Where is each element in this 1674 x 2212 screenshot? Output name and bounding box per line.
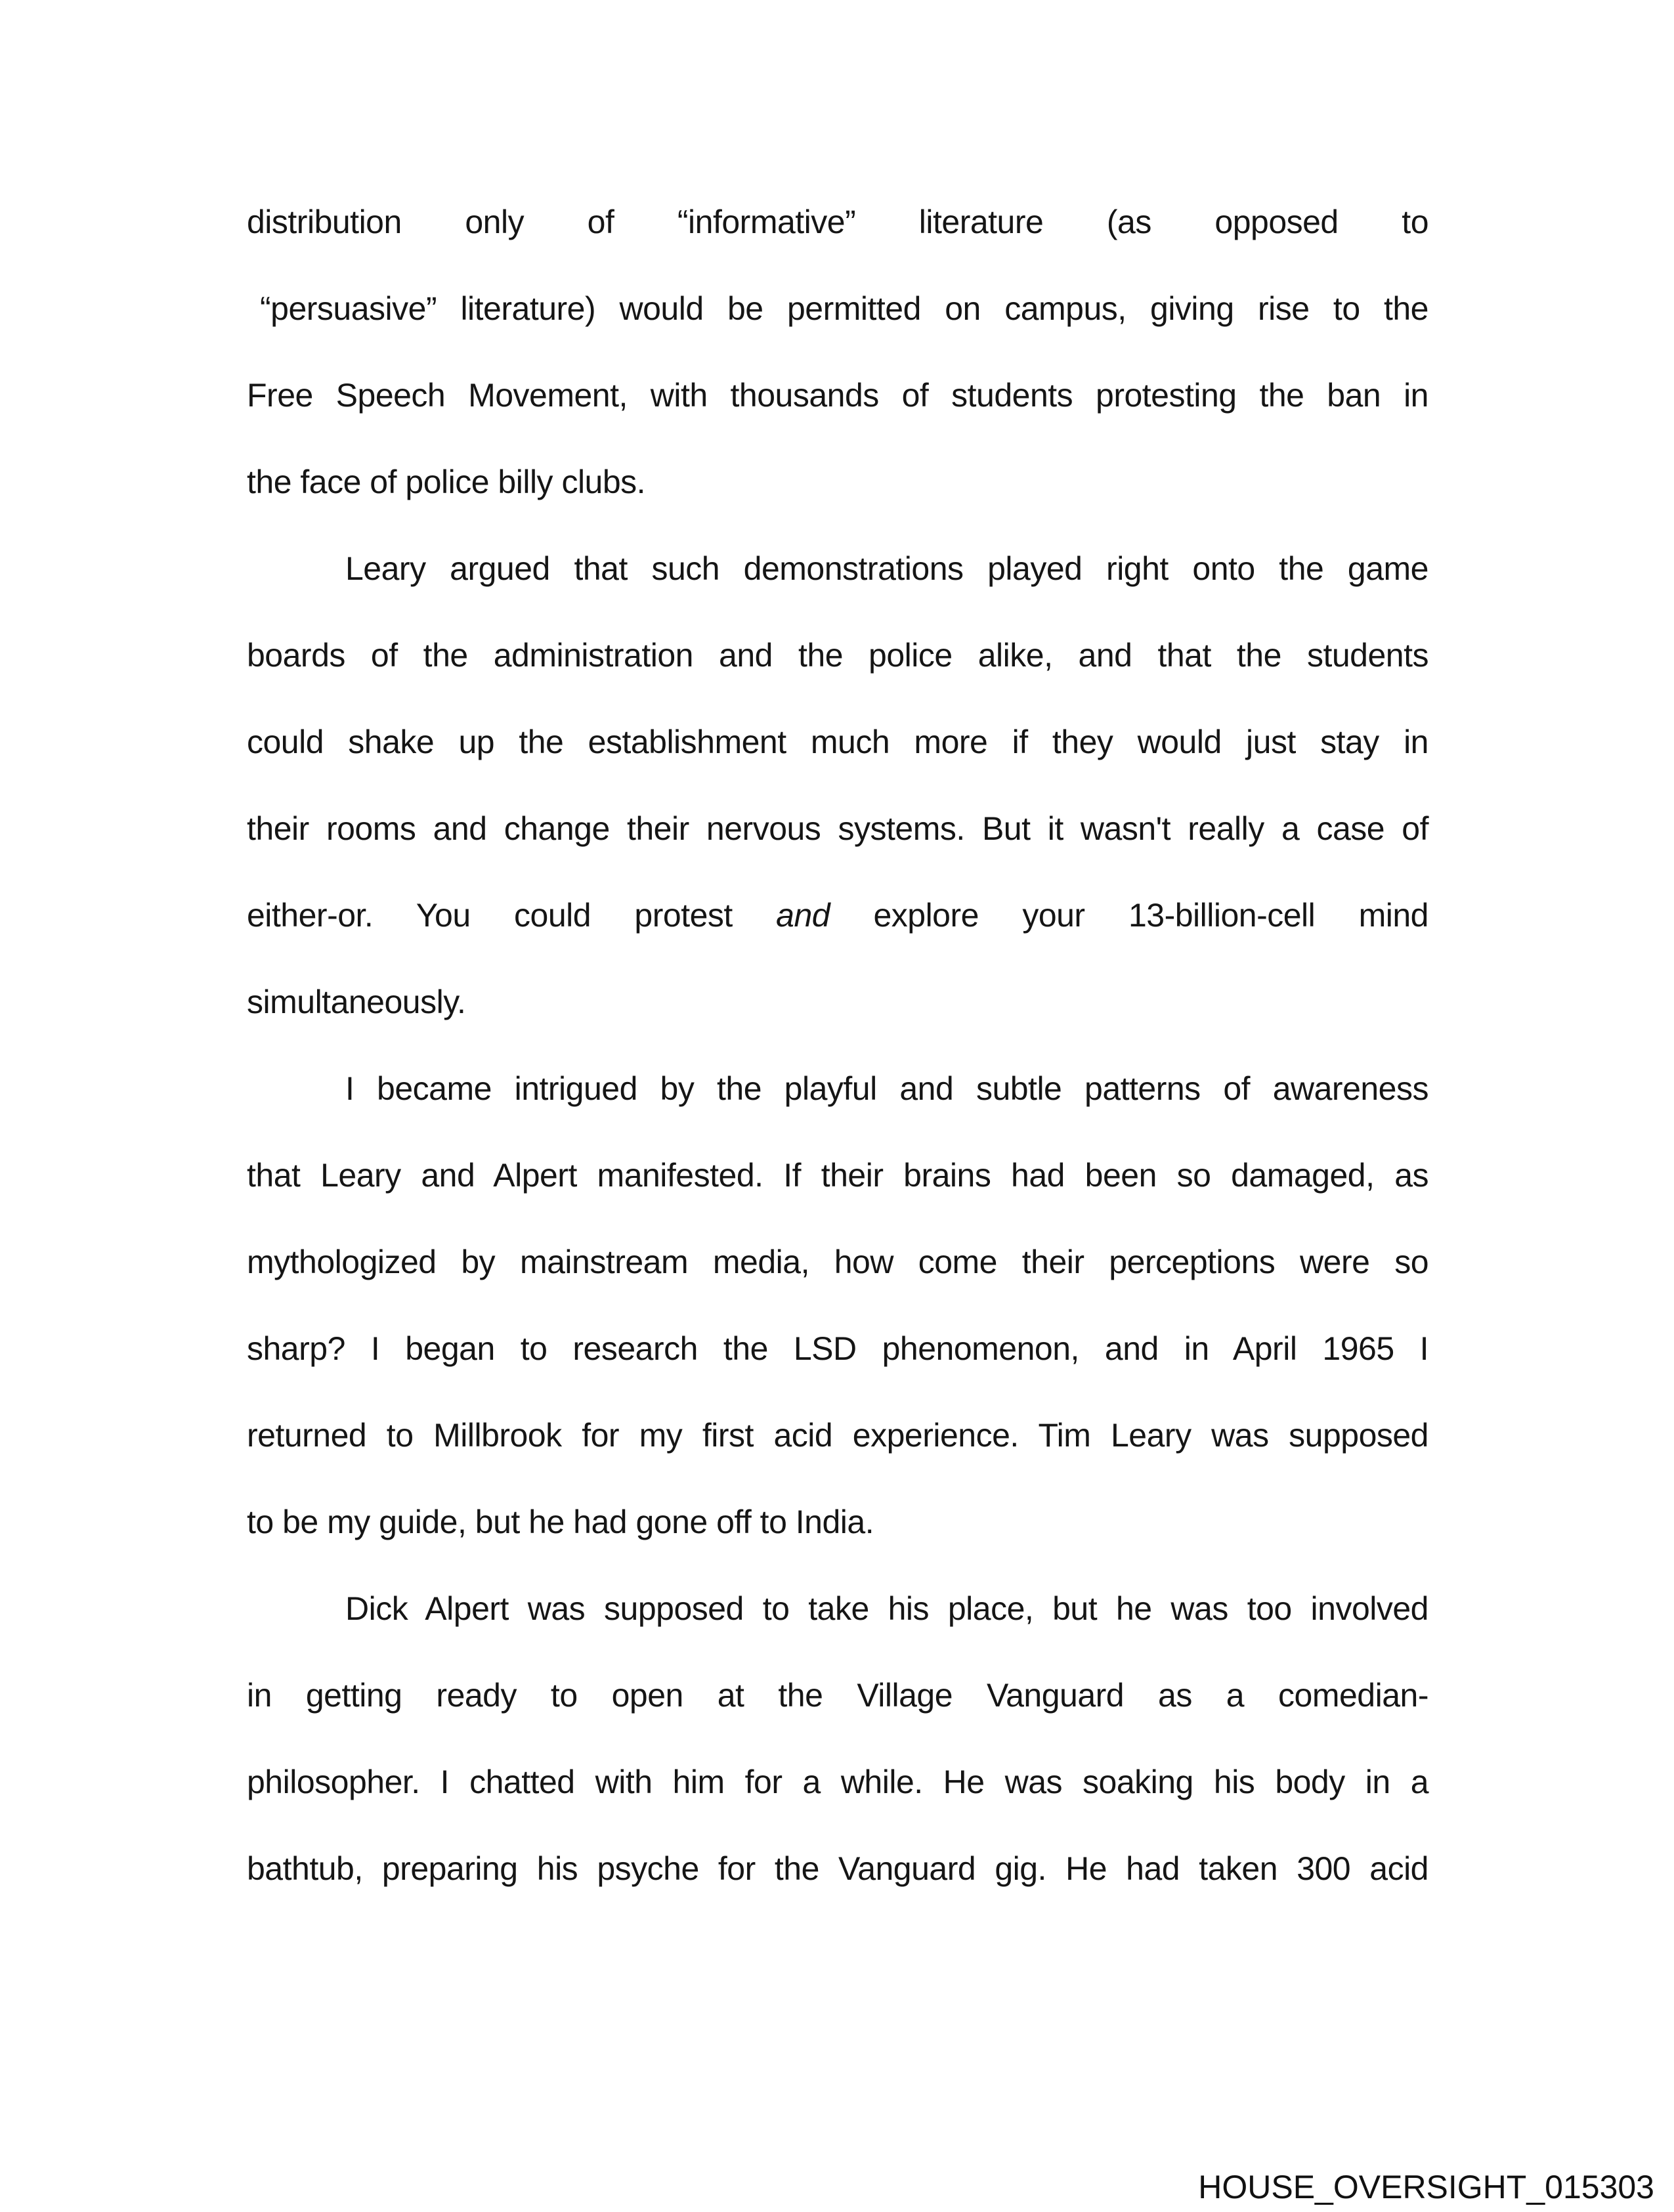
text-segment: I became intrigued by the playful and subtle patterns of awareness <box>345 1070 1428 1107</box>
text-line <box>247 1305 1428 1392</box>
text-segment: Dick Alpert was supposed to take his place, but he was too involved <box>345 1590 1428 1627</box>
text-line <box>247 525 1428 612</box>
text-line <box>247 439 1428 525</box>
text-segment: to be my guide, but he had gone off to India. <box>247 1504 874 1540</box>
text-line <box>247 1045 1428 1132</box>
text-segment: simultaneously. <box>247 984 466 1020</box>
text-line <box>247 872 1428 959</box>
paragraph <box>247 1565 1428 1912</box>
text-segment: the face of police billy clubs. <box>247 464 646 500</box>
page-body-text <box>247 179 1428 1912</box>
text-line <box>247 265 1428 352</box>
text-segment: “persuasive” literature) would be permitted on campus, giving rise to the <box>260 290 1428 327</box>
paragraph <box>247 179 1428 525</box>
text-segment: Free Speech Movement, with thousands of students protesting the ban in <box>247 377 1428 414</box>
text-line <box>247 1479 1428 1565</box>
bates-number: HOUSE_OVERSIGHT_015303 <box>1198 2169 1654 2205</box>
text-line <box>247 1652 1428 1739</box>
paragraph <box>247 1045 1428 1565</box>
text-segment: explore your 13-billion-cell mind <box>830 897 1428 934</box>
text-line <box>247 1392 1428 1479</box>
text-line <box>247 1739 1428 1825</box>
text-segment: in getting ready to open at the Village Vanguard as a comedian- <box>247 1677 1428 1714</box>
text-line <box>247 179 1428 265</box>
text-segment: boards of the administration and the police alike, and that the students <box>247 637 1428 674</box>
text-line <box>247 1219 1428 1305</box>
text-segment: bathtub, preparing his psyche for the Vanguard gig. He had taken 300 acid <box>247 1850 1428 1887</box>
text-line <box>247 352 1428 439</box>
text-line <box>247 959 1428 1045</box>
text-line <box>247 699 1428 785</box>
text-line <box>247 1565 1428 1652</box>
text-segment: their rooms and change their nervous systems. But it wasn't really a case of <box>247 810 1428 847</box>
text-segment: distribution only of “informative” literature (as opposed to <box>247 204 1428 240</box>
paragraph <box>247 525 1428 1045</box>
text-segment: mythologized by mainstream media, how come their perceptions were so <box>247 1244 1428 1280</box>
text-segment: either-or. You could protest <box>247 897 777 934</box>
text-segment: returned to Millbrook for my first acid experience. Tim Leary was supposed <box>247 1417 1428 1454</box>
text-line <box>247 1132 1428 1219</box>
italic-text-segment: and <box>776 897 830 934</box>
text-segment: philosopher. I chatted with him for a while. He was soaking his body in a <box>247 1764 1428 1800</box>
text-line <box>247 1825 1428 1912</box>
text-segment: could shake up the establishment much more if they would just stay in <box>247 724 1428 760</box>
text-segment: that Leary and Alpert manifested. If their brains had been so damaged, as <box>247 1157 1428 1194</box>
text-segment: sharp? I began to research the LSD phenomenon, and in April 1965 I <box>247 1330 1428 1367</box>
text-line <box>247 612 1428 699</box>
text-segment: Leary argued that such demonstrations played right onto the game <box>345 550 1428 587</box>
text-line <box>247 785 1428 872</box>
